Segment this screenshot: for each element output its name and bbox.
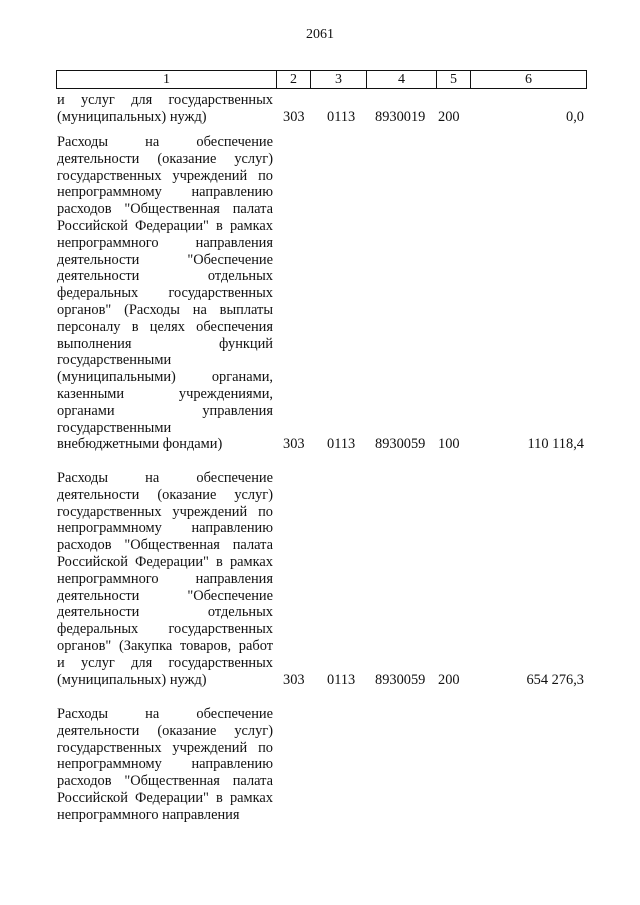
description-line: (муниципальными) органами,: [57, 369, 273, 386]
description-line: непрограммному направлению: [57, 184, 273, 201]
description-line: непрограммному направлению: [57, 756, 273, 773]
description-line: (муниципальных) нужд): [57, 671, 207, 688]
cell-c3: 0113: [327, 108, 356, 125]
column-header-5: 5: [437, 71, 471, 89]
column-header-6: 6: [471, 71, 587, 89]
cell-c5: 100: [438, 436, 460, 453]
row-description: [57, 134, 273, 453]
description-line: непрограммного направления: [57, 570, 273, 587]
description-line: и услуг для государственных: [57, 92, 273, 108]
cell-c2: 303: [283, 436, 305, 453]
description-line: органов" (Расходы на выплаты: [57, 301, 273, 318]
row-description: [57, 706, 273, 824]
cell-c5: 200: [438, 671, 460, 688]
description-line: государственными: [57, 352, 172, 369]
row-description: [57, 470, 273, 688]
description-line: деятельности отдельных: [57, 604, 273, 621]
column-header-1: 1: [57, 71, 277, 89]
description-line: государственными: [57, 419, 172, 436]
description-line: деятельности "Обеспечение: [57, 251, 273, 268]
description-line: деятельности (оказание услуг): [57, 150, 273, 167]
description-line: Расходы на обеспечение: [57, 706, 273, 722]
description-line: персоналу в целях обеспечения: [57, 318, 273, 335]
cell-c6: 0,0: [566, 108, 584, 125]
description-line: Российской Федерации" в рамках: [57, 553, 273, 570]
description-line: органов" (Закупка товаров, работ: [57, 637, 273, 654]
cell-c4: 8930059: [375, 436, 426, 453]
description-line: расходов "Общественная палата: [57, 201, 273, 218]
description-line: Российской Федерации" в рамках: [57, 217, 273, 234]
description-line: (муниципальных) нужд): [57, 108, 207, 125]
cell-c4: 8930059: [375, 671, 426, 688]
description-line: Российской Федерации" в рамках: [57, 789, 273, 806]
description-line: непрограммного направления: [57, 806, 240, 823]
description-line: внебюджетными фондами): [57, 436, 223, 453]
description-line: непрограммному направлению: [57, 520, 273, 537]
cell-c2: 303: [283, 108, 305, 125]
description-line: расходов "Общественная палата: [57, 773, 273, 790]
description-line: федеральных государственных: [57, 285, 273, 302]
cell-c4: 8930019: [375, 108, 426, 125]
cell-c2: 303: [283, 671, 305, 688]
column-header-2: 2: [277, 71, 311, 89]
description-line: выполнения функций: [57, 335, 273, 352]
description-line: деятельности отдельных: [57, 268, 273, 285]
description-line: деятельности (оказание услуг): [57, 486, 273, 503]
description-line: Расходы на обеспечение: [57, 470, 273, 486]
cell-c3: 0113: [327, 436, 356, 453]
description-line: органами управления: [57, 402, 273, 419]
description-line: федеральных государственных: [57, 621, 273, 638]
description-line: расходов "Общественная палата: [57, 537, 273, 554]
description-line: государственных учреждений по: [57, 503, 273, 520]
description-line: Расходы на обеспечение: [57, 134, 273, 150]
column-header-3: 3: [311, 71, 367, 89]
cell-c6: 654 276,3: [526, 671, 584, 688]
cell-c3: 0113: [327, 671, 356, 688]
row-description: [57, 92, 273, 126]
description-line: деятельности (оказание услуг): [57, 722, 273, 739]
description-line: и услуг для государственных: [57, 654, 273, 671]
column-header-4: 4: [367, 71, 437, 89]
description-line: казенными учреждениями,: [57, 385, 273, 402]
description-line: государственных учреждений по: [57, 739, 273, 756]
cell-c5: 200: [438, 108, 460, 125]
page-number: 2061: [306, 27, 334, 42]
description-line: непрограммного направления: [57, 234, 273, 251]
description-line: деятельности "Обеспечение: [57, 587, 273, 604]
cell-c6: 110 118,4: [527, 436, 584, 453]
description-line: государственных учреждений по: [57, 167, 273, 184]
